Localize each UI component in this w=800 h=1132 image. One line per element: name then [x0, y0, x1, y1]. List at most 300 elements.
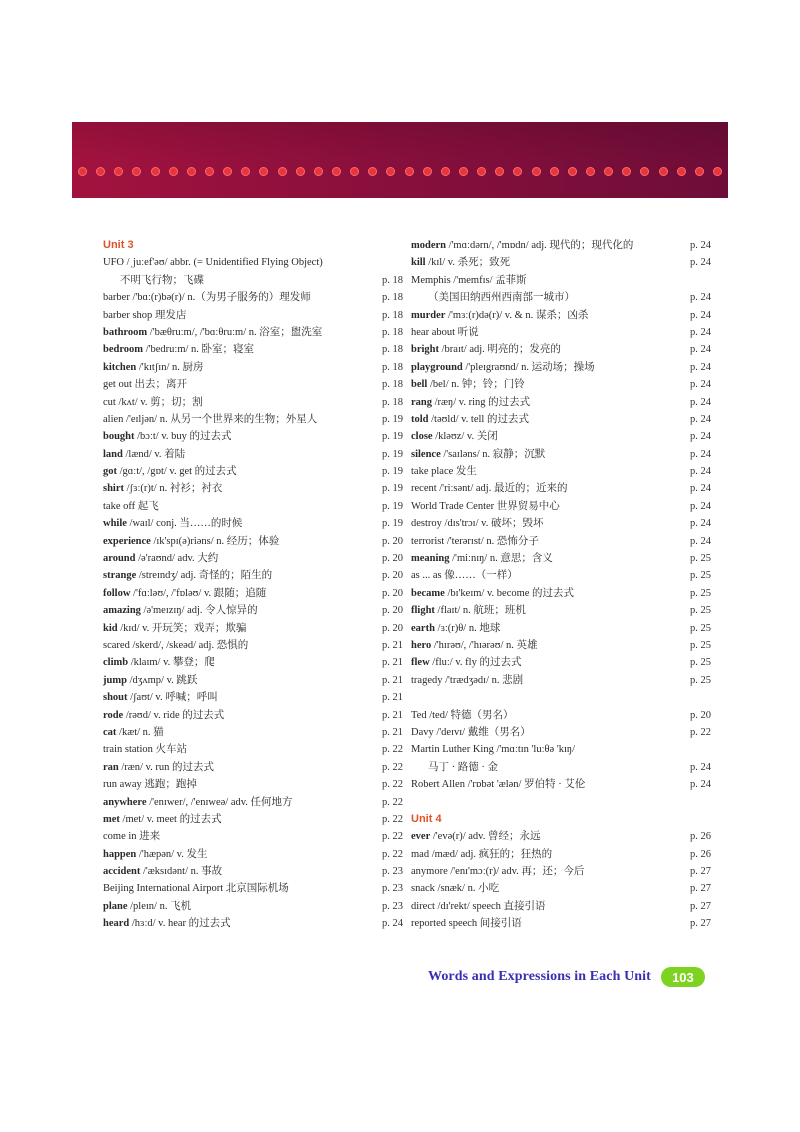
entry-headword: hero	[411, 639, 432, 651]
vocab-entry	[103, 689, 403, 706]
entry-text: accident /'æksɪdənt/ n. 事故	[103, 866, 223, 878]
entry-page-ref: p. 25	[690, 657, 711, 669]
entry-text: take off 起飞	[103, 500, 159, 512]
entry-headword: amazing	[103, 605, 141, 617]
entry-text: bedroom /'bedruːm/ n. 卧室；寝室	[103, 344, 255, 356]
vocab-entry	[103, 880, 403, 897]
entry-headword: bedroom	[103, 344, 144, 356]
entry-headword: cat	[103, 726, 117, 738]
vocab-entry	[103, 411, 403, 428]
banner-dot	[296, 167, 305, 176]
entry-headword: got	[103, 466, 117, 478]
vocab-entry	[411, 515, 711, 532]
vocab-entry	[411, 776, 711, 793]
entry-headword: earth	[411, 622, 435, 634]
entry-page-ref: p. 19	[382, 413, 403, 425]
entry-headword: flight	[411, 605, 435, 617]
entry-text: World Trade Center 世界贸易中心	[411, 500, 560, 512]
entry-text: run away 逃跑；跑掉	[103, 779, 197, 791]
vocab-entry	[103, 620, 403, 637]
entry-text: told /təʊld/ v. tell 的过去式	[411, 413, 529, 425]
vocab-entry	[103, 915, 403, 932]
entry-text: direct /dɪ'rekt/ speech 直接引语	[411, 900, 546, 912]
entry-text: Martin Luther King /'mɑːtɪn 'luːθə 'kɪŋ/	[411, 744, 575, 756]
entry-headword: strange	[103, 570, 137, 582]
entry-headword: murder	[411, 309, 446, 321]
banner-dot	[459, 167, 468, 176]
entry-text: anymore /'enɪ'mɔː(r)/ adv. 再；还；今后	[411, 866, 585, 878]
entry-headword: playground	[411, 361, 463, 373]
entry-headword: land	[103, 448, 123, 460]
entry-page-ref: p. 23	[382, 866, 403, 878]
banner-dot	[314, 167, 323, 176]
banner-dot	[586, 167, 595, 176]
entry-page-ref: p. 24	[690, 309, 711, 321]
entry-page-ref: p. 18	[382, 274, 403, 286]
entry-page-ref: p. 24	[690, 413, 711, 425]
entry-page-ref: p. 25	[690, 587, 711, 599]
vocab-entry	[411, 254, 711, 271]
vocab-entry	[411, 707, 711, 724]
banner-dot	[114, 167, 123, 176]
entry-text: became /bɪ'keɪm/ v. become 的过去式	[411, 587, 575, 599]
vocab-entry	[411, 272, 711, 289]
vocab-entry	[103, 446, 403, 463]
entry-headword: close	[411, 431, 433, 443]
vocab-entry	[103, 307, 403, 324]
vocab-entry	[103, 724, 403, 741]
entry-text: Davy /'deɪvɪ/ 戴维（男名）	[411, 726, 531, 738]
entry-text: bell /bel/ n. 钟；铃；门铃	[411, 379, 525, 391]
vocab-entry	[103, 359, 403, 376]
entry-text: reported speech 间接引语	[411, 918, 522, 930]
entry-page-ref: p. 18	[382, 361, 403, 373]
entry-text: destroy /dɪs'trɔɪ/ v. 破坏；毁坏	[411, 518, 544, 530]
vocab-entry	[411, 480, 711, 497]
entry-page-ref: p. 24	[690, 535, 711, 547]
vocab-entry	[103, 637, 403, 654]
entry-headword: ran	[103, 761, 119, 773]
vocab-entry	[103, 863, 403, 880]
entry-page-ref: p. 20	[382, 535, 403, 547]
entry-page-ref: p. 18	[382, 379, 403, 391]
entry-page-ref: p. 25	[690, 639, 711, 651]
banner-dot	[532, 167, 541, 176]
banner-dot	[259, 167, 268, 176]
vocab-entry	[411, 898, 711, 915]
vocab-entry	[411, 880, 711, 897]
banner-dot	[604, 167, 613, 176]
entry-page-ref: p. 18	[382, 326, 403, 338]
vocab-entry	[411, 463, 711, 480]
header-banner	[72, 122, 728, 198]
entry-page-ref: p. 25	[690, 674, 711, 686]
vocab-entry	[103, 741, 403, 758]
vocab-entry	[103, 794, 403, 811]
entry-page-ref: p. 25	[690, 553, 711, 565]
entry-text: experience /ɪk'spɪ(ə)riəns/ n. 经历；体验	[103, 535, 280, 547]
entry-headword: experience	[103, 535, 151, 547]
entry-text: bathroom /'bæθruːm/, /'bɑːθruːm/ n. 浴室；盥洗室	[103, 326, 323, 338]
banner-dot	[223, 167, 232, 176]
vocab-entry	[103, 289, 403, 306]
vocab-entry	[411, 324, 711, 341]
entry-headword: climb	[103, 657, 129, 669]
vocab-entry	[103, 533, 403, 550]
banner-dot	[278, 167, 287, 176]
vocab-entry	[411, 863, 711, 880]
entry-page-ref: p. 20	[382, 605, 403, 617]
entry-text: barber shop 理发店	[103, 309, 187, 321]
entry-page-ref: p. 24	[690, 500, 711, 512]
entry-text: mad /mæd/ adj. 疯狂的；狂热的	[411, 848, 553, 860]
entry-text: land /lænd/ v. 着陆	[103, 448, 186, 460]
entry-page-ref: p. 18	[382, 344, 403, 356]
entry-page-ref: p. 23	[382, 900, 403, 912]
unit-heading: Unit 4	[411, 812, 442, 825]
entry-text: rode /rəʊd/ v. ride 的过去式	[103, 709, 225, 721]
entry-headword: silence	[411, 448, 441, 460]
entry-text: as ... as 像……（一样）	[411, 570, 518, 582]
entry-text: take place 发生	[411, 466, 477, 478]
entry-text: UFO /ˌjuːef'əʊ/ abbr. (= Unidentified Flying Object)	[103, 257, 323, 269]
vocab-entry	[411, 237, 711, 254]
entry-page-ref: p. 21	[382, 639, 403, 651]
entry-page-ref: p. 24	[690, 396, 711, 408]
entry-headword: kill	[411, 257, 426, 269]
entry-page-ref: p. 19	[382, 448, 403, 460]
entry-text: got /gɑːt/, /gɒt/ v. get 的过去式	[103, 466, 237, 478]
vocab-entry	[103, 776, 403, 793]
right-column	[411, 237, 711, 933]
vocab-entry	[103, 515, 403, 532]
entry-headword: accident	[103, 866, 141, 878]
entry-text: ran /ræn/ v. run 的过去式	[103, 761, 215, 773]
entry-headword: rode	[103, 709, 124, 721]
vocab-entry	[411, 585, 711, 602]
entry-headword: bell	[411, 379, 428, 391]
entry-page-ref: p. 21	[382, 657, 403, 669]
entry-text: hear about 听说	[411, 326, 479, 338]
vocab-entry	[411, 846, 711, 863]
page-footer	[428, 966, 705, 988]
entry-text: shout /ʃaʊt/ v. 呼喊；呼叫	[103, 692, 218, 704]
entry-text: around /ə'raʊnd/ adv. 大约	[103, 553, 219, 565]
entry-page-ref: p. 24	[690, 448, 711, 460]
entry-text: cut /kʌt/ v. 剪；切；割	[103, 396, 203, 408]
banner-dot	[241, 167, 250, 176]
banner-dot	[205, 167, 214, 176]
entry-page-ref: p. 20	[382, 622, 403, 634]
vocab-entry	[103, 550, 403, 567]
entry-page-ref: p. 18	[382, 309, 403, 321]
entry-headword: flew	[411, 657, 430, 669]
banner-dot	[187, 167, 196, 176]
entry-text: kid /kɪd/ v. 开玩笑；戏弄；欺骗	[103, 622, 247, 634]
entry-page-ref: p. 21	[382, 726, 403, 738]
banner-dot	[441, 167, 450, 176]
entry-text: rang /ræŋ/ v. ring 的过去式	[411, 396, 531, 408]
entry-text: strange /streɪndʒ/ adj. 奇怪的；陌生的	[103, 570, 273, 582]
entry-text: train station 火车站	[103, 744, 187, 756]
entry-page-ref: p. 20	[382, 587, 403, 599]
entry-page-ref: p. 21	[382, 692, 403, 704]
entry-text: climb /klaɪm/ v. 攀登；爬	[103, 657, 215, 669]
entry-text: amazing /ə'meɪzɪŋ/ adj. 令人惊异的	[103, 605, 258, 617]
entry-page-ref: p. 19	[382, 466, 403, 478]
vocab-entry	[411, 654, 711, 671]
entry-page-ref: p. 19	[382, 431, 403, 443]
vocab-entry	[103, 654, 403, 671]
entry-page-ref: p. 25	[690, 622, 711, 634]
left-column	[103, 237, 403, 933]
entry-text: flew /fluː/ v. fly 的过去式	[411, 657, 522, 669]
vocab-entry	[103, 759, 403, 776]
page-number-badge: 103	[661, 967, 705, 987]
entry-page-ref: p. 22	[382, 779, 403, 791]
entry-page-ref: p. 24	[690, 257, 711, 269]
entry-headword: heard	[103, 918, 130, 930]
entry-text: ever /'evə(r)/ adv. 曾经；永远	[411, 831, 541, 843]
banner-dot	[640, 167, 649, 176]
banner-dot	[169, 167, 178, 176]
vocab-entry	[103, 254, 403, 271]
entry-text: murder /'mɜː(r)də(r)/ v. & n. 谋杀；凶杀	[411, 309, 589, 321]
vocab-entry	[411, 289, 711, 306]
entry-page-ref: p. 27	[690, 900, 711, 912]
vocab-entry	[411, 759, 711, 776]
banner-shade	[72, 122, 728, 162]
vocab-entry	[411, 550, 711, 567]
entry-headword: kid	[103, 622, 118, 634]
entry-page-ref: p. 24	[690, 344, 711, 356]
entry-page-ref: p. 22	[382, 761, 403, 773]
entry-text: heard /hɜːd/ v. hear 的过去式	[103, 918, 231, 930]
entry-text: jump /dʒʌmp/ v. 跳跃	[103, 674, 198, 686]
footer-title: Words and Expressions in Each Unit	[428, 969, 651, 984]
entry-headword: while	[103, 518, 127, 530]
entry-page-ref: p. 24	[690, 518, 711, 530]
vocab-entry	[411, 394, 711, 411]
entry-headword: became	[411, 587, 445, 599]
entry-text: anywhere /'enɪwer/, /'enɪweə/ adv. 任何地方	[103, 796, 293, 808]
spacer	[411, 794, 711, 811]
entry-headword: met	[103, 813, 120, 825]
banner-dot	[568, 167, 577, 176]
entry-page-ref: p. 25	[690, 570, 711, 582]
vocab-entry	[103, 828, 403, 845]
entry-text: snack /snæk/ n. 小吃	[411, 883, 500, 895]
vocab-entry	[103, 376, 403, 393]
entry-page-ref: p. 27	[690, 918, 711, 930]
entry-text: earth /ɜː(r)θ/ n. 地球	[411, 622, 501, 634]
entry-text: while /waɪl/ conj. 当……的时候	[103, 518, 243, 530]
entry-text: Memphis /'memfɪs/ 孟菲斯	[411, 274, 527, 286]
entry-page-ref: p. 23	[382, 883, 403, 895]
vocab-entry	[411, 741, 711, 758]
banner-dot	[477, 167, 486, 176]
vocab-entry	[103, 498, 403, 515]
entry-text: terrorist /'terərɪst/ n. 恐怖分子	[411, 535, 539, 547]
entry-headword: bright	[411, 344, 440, 356]
entry-text: come in 进来	[103, 831, 161, 843]
entry-text: plane /pleɪn/ n. 飞机	[103, 900, 192, 912]
entry-page-ref: p. 22	[382, 813, 403, 825]
entry-headword: jump	[103, 674, 127, 686]
vocab-entry	[411, 828, 711, 845]
unit-heading: Unit 3	[103, 239, 134, 251]
entry-headword: rang	[411, 396, 432, 408]
banner-dot	[495, 167, 504, 176]
entry-text: bright /braɪt/ adj. 明亮的；发亮的	[411, 344, 561, 356]
vocab-entry	[103, 341, 403, 358]
entry-page-ref: p. 24	[690, 326, 711, 338]
banner-dot	[78, 167, 87, 176]
entry-page-ref: p. 19	[382, 483, 403, 495]
entry-text: alien /'eɪljən/ n. 从另一个世界来的生物；外星人	[103, 413, 318, 425]
entry-text: follow /'fɑːləʊ/, /'fɒləʊ/ v. 跟随；追随	[103, 587, 267, 599]
entry-text: get out 出去；离开	[103, 379, 187, 391]
entry-text: （美国田纳西州西南部一城市）	[428, 292, 575, 304]
entry-headword: happen	[103, 848, 137, 860]
entry-headword: told	[411, 413, 429, 425]
banner-dot	[423, 167, 432, 176]
entry-page-ref: p. 24	[382, 918, 403, 930]
entry-headword: kitchen	[103, 361, 137, 373]
vocab-entry	[411, 428, 711, 445]
entry-headword: anywhere	[103, 796, 147, 808]
entry-page-ref: p. 22	[382, 744, 403, 756]
entry-page-ref: p. 24	[690, 240, 711, 251]
entry-text: modern /'mɑːdərn/, /'mɒdn/ adj. 现代的；现代化的	[411, 240, 634, 251]
vocab-entry	[411, 724, 711, 741]
vocab-entry	[411, 637, 711, 654]
banner-dot	[368, 167, 377, 176]
vocab-entry	[411, 359, 711, 376]
entry-page-ref: p. 27	[690, 883, 711, 895]
entry-page-ref: p. 22	[690, 726, 711, 738]
entry-text: cat /kæt/ n. 猫	[103, 726, 164, 738]
vocab-entry	[411, 602, 711, 619]
banner-dot	[405, 167, 414, 176]
entry-text: kitchen /'kɪtʃɪn/ n. 厨房	[103, 361, 204, 373]
banner-dot	[695, 167, 704, 176]
vocab-entry	[411, 341, 711, 358]
banner-dot	[332, 167, 341, 176]
entry-text: Robert Allen /'rɒbət 'ælən/ 罗伯特 · 艾伦	[411, 779, 586, 791]
entry-page-ref: p. 20	[382, 570, 403, 582]
vocab-entry	[103, 463, 403, 480]
entry-headword: bought	[103, 431, 135, 443]
spacer	[411, 689, 711, 706]
entry-text: kill /kɪl/ v. 杀死；致死	[411, 257, 511, 269]
entry-page-ref: p. 22	[382, 796, 403, 808]
entry-page-ref: p. 24	[690, 466, 711, 478]
vocab-entry	[103, 272, 403, 289]
banner-dot	[96, 167, 105, 176]
entry-text: Ted /ted/ 特德（男名）	[411, 709, 514, 721]
vocab-entry	[411, 620, 711, 637]
vocab-entry	[103, 846, 403, 863]
entry-text: scared /skerd/, /skeəd/ adj. 恐惧的	[103, 639, 249, 651]
entry-text: met /met/ v. meet 的过去式	[103, 813, 222, 825]
vocab-entry	[411, 446, 711, 463]
entry-page-ref: p. 24	[690, 379, 711, 391]
vocab-entry	[411, 915, 711, 932]
entry-page-ref: p. 24	[690, 483, 711, 495]
vocab-entry	[103, 672, 403, 689]
entry-text: hero /'hɪrəʊ/, /'hɪərəʊ/ n. 英雄	[411, 639, 538, 651]
entry-headword: around	[103, 553, 136, 565]
entry-page-ref: p. 19	[382, 500, 403, 512]
vocab-entry	[411, 672, 711, 689]
entry-headword: bathroom	[103, 326, 148, 338]
vocab-entry	[103, 567, 403, 584]
entry-page-ref: p. 24	[690, 779, 711, 791]
entry-text: Beijing International Airport 北京国际机场	[103, 883, 289, 895]
banner-dot	[677, 167, 686, 176]
entry-headword: follow	[103, 587, 131, 599]
vocab-entry	[103, 811, 403, 828]
vocab-entry	[103, 480, 403, 497]
banner-dot	[622, 167, 631, 176]
entry-page-ref: p. 21	[382, 674, 403, 686]
vocab-entry	[103, 898, 403, 915]
vocab-entry	[411, 376, 711, 393]
vocab-entry	[103, 707, 403, 724]
vocab-entry	[411, 307, 711, 324]
entry-page-ref: p. 26	[690, 848, 711, 860]
vocab-entry	[103, 428, 403, 445]
vocab-entry	[411, 498, 711, 515]
entry-text: playground /'pleɪgraʊnd/ n. 运动场；操场	[411, 361, 595, 373]
banner-dot-row	[72, 166, 728, 178]
entry-text: bought /bɔːt/ v. buy 的过去式	[103, 431, 232, 443]
entry-text: silence /'saɪləns/ n. 寂静；沉默	[411, 448, 546, 460]
banner-dot	[386, 167, 395, 176]
entry-text: shirt /ʃɜː(r)t/ n. 衬衫；衬衣	[103, 483, 223, 495]
entry-text: tragedy /'trædʒədɪ/ n. 悲剧	[411, 674, 524, 686]
entry-page-ref: p. 24	[690, 761, 711, 773]
entry-text: recent /'riːsənt/ adj. 最近的；近来的	[411, 483, 568, 495]
entry-page-ref: p. 22	[382, 848, 403, 860]
vocab-entry	[103, 394, 403, 411]
vocab-entry	[411, 411, 711, 428]
banner-dot	[550, 167, 559, 176]
entry-text: happen /'hæpən/ v. 发生	[103, 848, 208, 860]
banner-dot	[513, 167, 522, 176]
entry-page-ref: p. 18	[382, 292, 403, 304]
entry-page-ref: p. 21	[382, 709, 403, 721]
banner-dot	[132, 167, 141, 176]
entry-page-ref: p. 24	[690, 361, 711, 373]
entry-text: barber /'bɑː(r)bə(r)/ n.（为男子服务的）理发师	[103, 292, 311, 304]
entry-page-ref: p. 24	[690, 292, 711, 304]
entry-page-ref: p. 20	[690, 709, 711, 721]
entry-headword: ever	[411, 831, 431, 843]
banner-dot	[713, 167, 722, 176]
banner-dot	[659, 167, 668, 176]
entry-page-ref: p. 19	[382, 518, 403, 530]
entry-headword: shout	[103, 692, 128, 704]
entry-page-ref: p. 26	[690, 831, 711, 843]
entry-page-ref: p. 18	[382, 396, 403, 408]
entry-headword: shirt	[103, 483, 124, 495]
entry-page-ref: p. 20	[382, 553, 403, 565]
entry-page-ref: p. 27	[690, 866, 711, 878]
entry-page-ref: p. 22	[382, 831, 403, 843]
vocab-entry	[103, 585, 403, 602]
